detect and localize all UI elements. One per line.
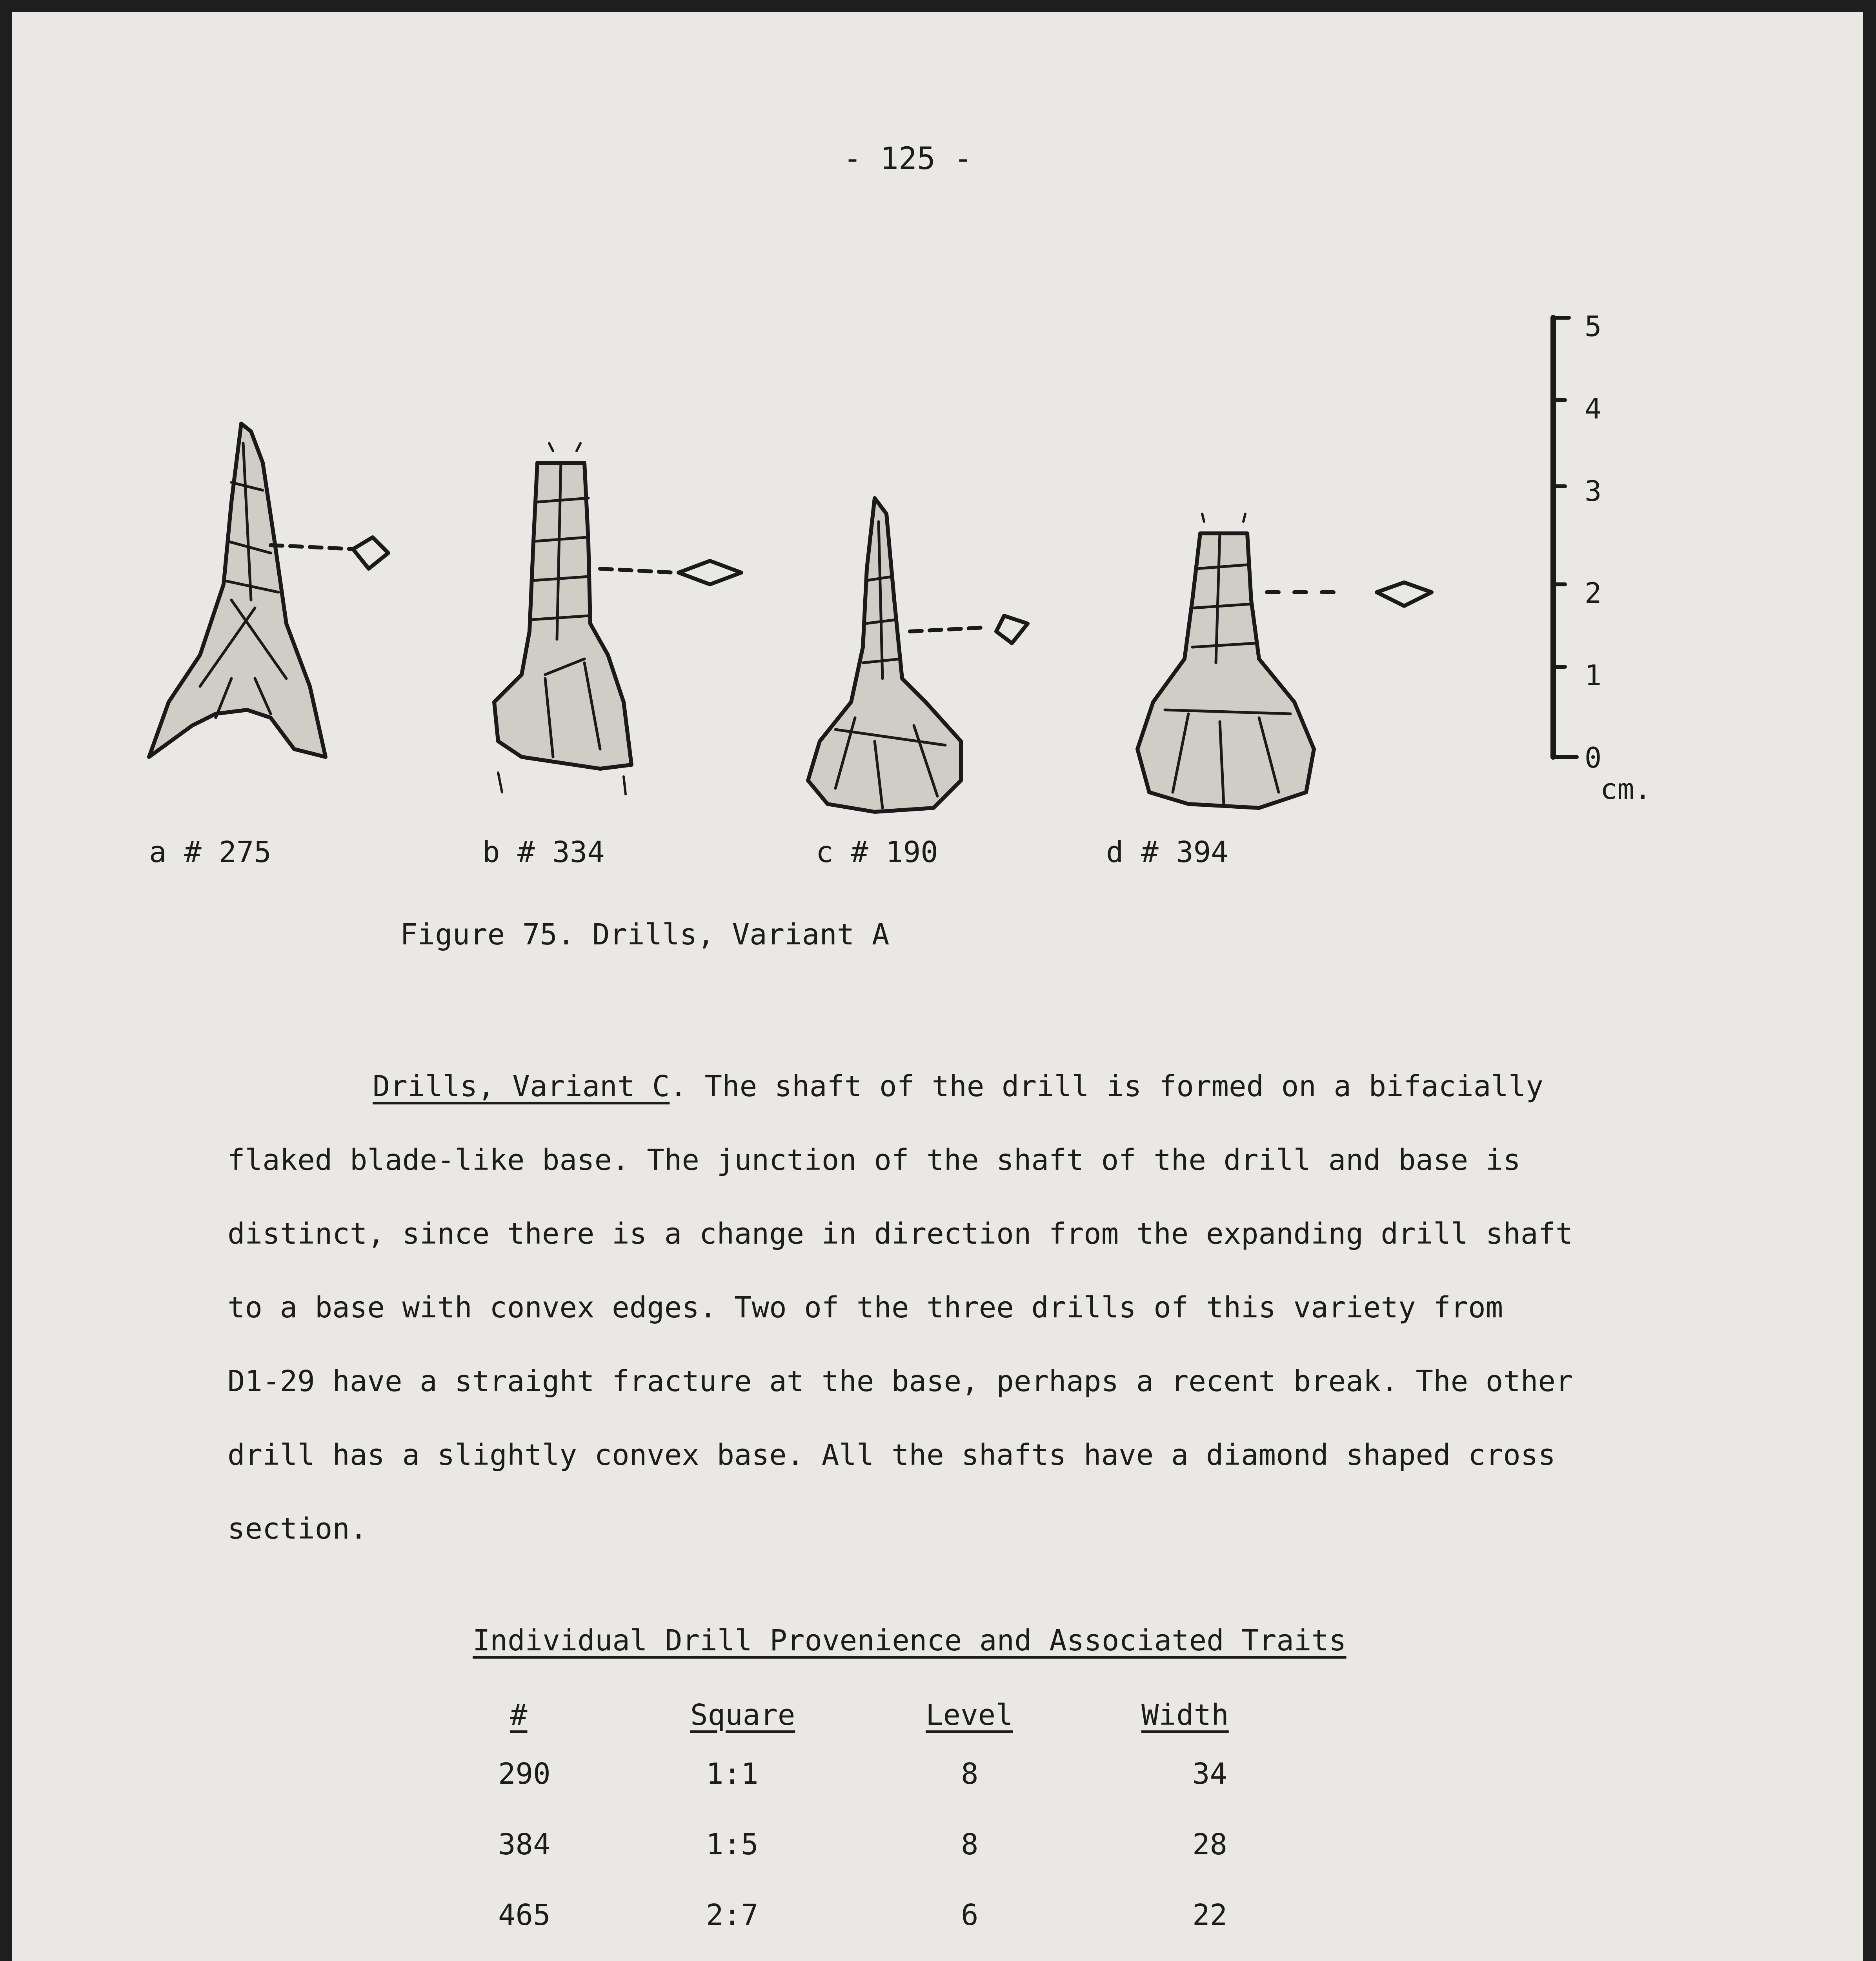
specimen-label-d: d # 394 xyxy=(1106,835,1228,869)
table-cell: 2:7 xyxy=(706,1898,759,1932)
paragraph-line-5: D1-29 have a straight fracture at the base, perhaps a recent break. The other xyxy=(227,1364,1573,1398)
paragraph-line-3: distinct, since there is a change in direction from the expanding drill shaft xyxy=(227,1217,1573,1251)
table-header-number: # xyxy=(510,1698,528,1732)
drill-b-drawing xyxy=(494,443,741,794)
scale-tick-4: 4 xyxy=(1585,392,1602,425)
table-cell: 28 xyxy=(1192,1828,1228,1861)
paragraph-line-7: section. xyxy=(227,1512,368,1546)
table-title: Individual Drill Provenience and Associated Traits xyxy=(473,1624,1346,1657)
scale-tick-1: 1 xyxy=(1585,659,1602,692)
paragraph-line-6: drill has a slightly convex base. All the shafts have a diamond shaped cross xyxy=(227,1438,1556,1472)
specimen-label-a: a # 275 xyxy=(149,835,271,869)
table-cell: 22 xyxy=(1192,1898,1228,1932)
specimen-label-b: b # 334 xyxy=(482,835,605,869)
paragraph-line-1: Drills, Variant C. The shaft of the drill is formed on a bifacially xyxy=(373,1070,1543,1103)
scale-tick-5: 5 xyxy=(1585,310,1602,343)
scale-tick-0: 0 xyxy=(1585,741,1602,774)
paragraph-line-4: to a base with convex edges. Two of the three drills of this variety from xyxy=(227,1291,1503,1324)
specimen-label-c: c # 190 xyxy=(816,835,938,869)
table-header-level: Level xyxy=(926,1698,1013,1732)
table-cell: 34 xyxy=(1192,1757,1228,1791)
scale-unit: cm. xyxy=(1600,773,1652,806)
table-cell: 384 xyxy=(498,1828,551,1861)
table-header-square: Square xyxy=(690,1698,795,1732)
table-cell: 1:5 xyxy=(706,1828,759,1861)
scale-tick-3: 3 xyxy=(1585,475,1602,508)
scale-tick-2: 2 xyxy=(1585,577,1602,609)
section-heading: Drills, Variant C xyxy=(373,1070,670,1103)
drill-d-drawing xyxy=(1137,514,1432,808)
table-cell: 465 xyxy=(498,1898,551,1932)
page-number: - 125 - xyxy=(843,141,972,176)
drill-a-drawing xyxy=(149,424,388,757)
table-header-width: Width xyxy=(1141,1698,1229,1732)
scale-bar xyxy=(1553,318,1577,757)
table-cell: 6 xyxy=(961,1898,979,1932)
table-cell: 8 xyxy=(961,1757,979,1791)
table-cell: 290 xyxy=(498,1757,551,1791)
drill-c-drawing xyxy=(808,498,1028,812)
table-cell: 8 xyxy=(961,1828,979,1861)
figure-caption: Figure 75. Drills, Variant A xyxy=(400,918,890,951)
document-page xyxy=(12,12,1863,1961)
paragraph-line-2: flaked blade-like base. The junction of the shaft of the drill and base is xyxy=(227,1143,1521,1177)
table-cell: 1:1 xyxy=(706,1757,759,1791)
section-paragraph xyxy=(227,1067,1679,1583)
